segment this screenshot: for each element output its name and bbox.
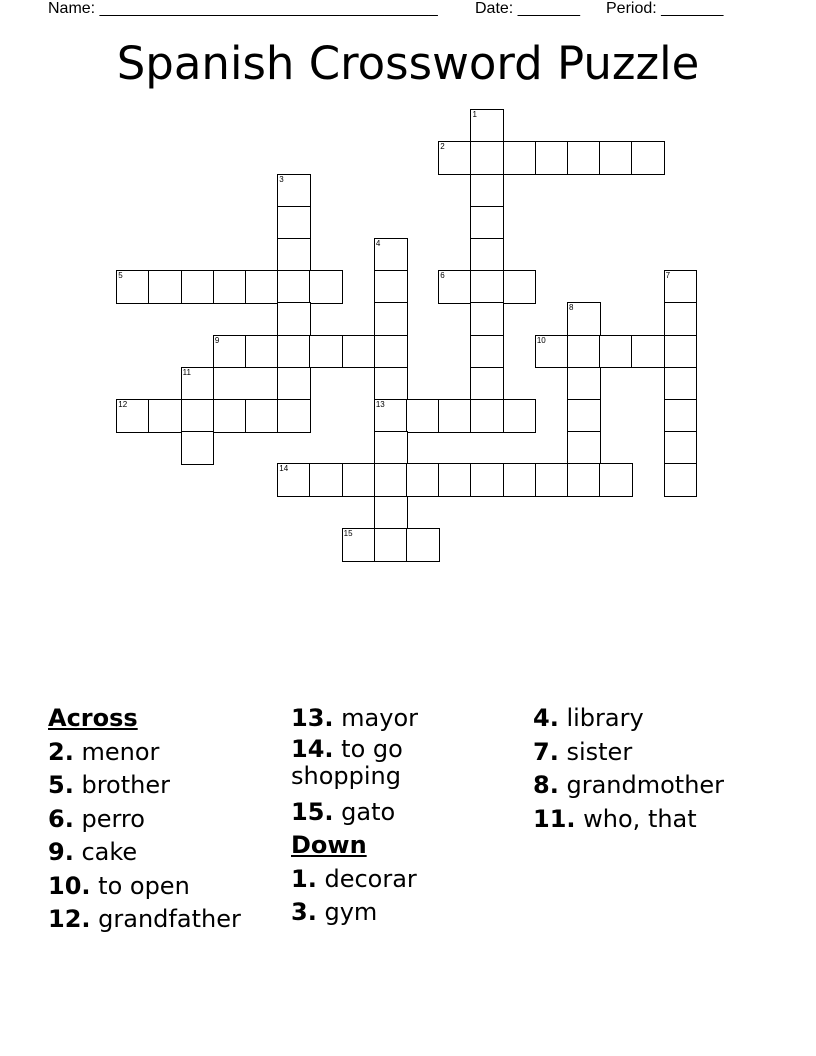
crossword-cell[interactable]	[277, 206, 311, 240]
clue-number: 1	[472, 110, 477, 120]
date-field[interactable]: Date: _______	[475, 0, 580, 17]
crossword-cell[interactable]	[374, 528, 408, 562]
crossword-cell[interactable]	[664, 399, 698, 433]
crossword-cell[interactable]	[277, 367, 311, 401]
crossword-cell[interactable]	[567, 302, 601, 336]
clue-item-number: 14.	[291, 734, 334, 763]
clue-item-text: decorar	[324, 864, 417, 893]
crossword-cell[interactable]	[277, 302, 311, 336]
crossword-cell[interactable]	[664, 463, 698, 497]
crossword-cell[interactable]	[342, 335, 376, 369]
crossword-cell[interactable]	[664, 335, 698, 369]
clue-item	[48, 803, 288, 837]
clue-number: 9	[214, 335, 220, 345]
crossword-cell[interactable]	[631, 141, 665, 175]
clue-item	[291, 896, 491, 930]
crossword-cell[interactable]	[631, 335, 665, 369]
clue-number: 6	[440, 271, 445, 281]
clue-item-number: 4.	[533, 704, 559, 732]
crossword-cell[interactable]	[245, 270, 279, 304]
crossword-cell[interactable]	[374, 431, 408, 465]
clue-number: 3	[279, 174, 284, 184]
clue-item-number: 6.	[48, 804, 74, 833]
clue-item	[291, 796, 491, 830]
crossword-cell[interactable]	[374, 302, 408, 336]
crossword-cell[interactable]	[470, 367, 504, 401]
crossword-cell[interactable]	[470, 335, 504, 369]
clue-number: 4	[375, 239, 381, 249]
crossword-cell[interactable]	[567, 141, 601, 175]
crossword-cell[interactable]	[374, 496, 408, 530]
crossword-cell[interactable]	[438, 399, 472, 433]
crossword-cell[interactable]	[374, 238, 408, 272]
clue-column-3	[533, 702, 773, 836]
crossword-cell[interactable]	[277, 270, 311, 304]
clue-number: 10	[536, 335, 546, 345]
clue-number: 15	[343, 528, 353, 538]
clue-item-text: brother	[81, 771, 170, 799]
clue-item	[48, 870, 288, 904]
crossword-cell[interactable]	[277, 335, 311, 369]
clue-list	[0, 702, 816, 1002]
crossword-cell[interactable]	[470, 238, 504, 272]
crossword-cell[interactable]	[245, 335, 279, 369]
crossword-cell[interactable]	[309, 335, 343, 369]
crossword-cell[interactable]	[470, 174, 504, 208]
crossword-cell[interactable]	[599, 335, 633, 369]
clue-item-number: 15.	[291, 797, 334, 826]
crossword-cell[interactable]	[181, 367, 215, 401]
clue-item	[533, 803, 773, 837]
crossword-cell[interactable]	[116, 270, 150, 304]
crossword-cell[interactable]	[342, 463, 376, 497]
clue-number: 12	[118, 400, 128, 410]
clue-item-text: gato	[341, 797, 396, 826]
crossword-cell[interactable]	[213, 399, 247, 433]
clue-item-text: to go shopping	[291, 734, 403, 790]
clue-item-number: 1.	[291, 864, 317, 893]
crossword-cell[interactable]	[148, 270, 182, 304]
crossword-cell[interactable]	[470, 109, 504, 143]
crossword-cell[interactable]	[213, 270, 247, 304]
clue-item-text: cake	[81, 838, 138, 866]
crossword-cell[interactable]	[664, 302, 698, 336]
crossword-cell[interactable]	[567, 463, 601, 497]
clue-item	[48, 903, 288, 937]
crossword-cell[interactable]	[503, 270, 537, 304]
clue-item	[48, 736, 288, 770]
clue-section-heading: Across	[48, 704, 138, 732]
crossword-cell[interactable]	[181, 270, 215, 304]
crossword-cell[interactable]	[567, 431, 601, 465]
clue-item-number: 11.	[533, 804, 576, 833]
clue-number: 11	[182, 367, 191, 377]
clue-item-text: library	[566, 704, 644, 732]
clue-column-1	[48, 702, 288, 937]
page-title: Spanish Crossword Puzzle	[116, 37, 700, 90]
crossword-cell[interactable]	[664, 431, 698, 465]
crossword-cell[interactable]	[470, 206, 504, 240]
clue-item-number: 2.	[48, 737, 74, 766]
crossword-cell[interactable]	[213, 335, 247, 369]
crossword-cell[interactable]	[277, 399, 311, 433]
crossword-cell[interactable]	[567, 367, 601, 401]
crossword-cell[interactable]	[535, 141, 569, 175]
crossword-cell[interactable]	[148, 399, 182, 433]
clue-item-text: menor	[81, 737, 160, 766]
crossword-cell[interactable]	[374, 399, 408, 433]
crossword-cell[interactable]	[277, 174, 311, 208]
clue-number: 8	[569, 303, 574, 313]
clue-number: 7	[665, 271, 671, 281]
clue-item-text: perro	[81, 804, 145, 833]
crossword-cell[interactable]	[374, 367, 408, 401]
crossword-cell[interactable]	[438, 463, 472, 497]
crossword-cell[interactable]	[277, 238, 311, 272]
clue-number: 14	[279, 464, 289, 474]
clue-item-text: grandfather	[98, 905, 241, 933]
clue-item-number: 7.	[533, 737, 559, 766]
crossword-cell[interactable]	[374, 335, 408, 369]
clue-number: 5	[118, 271, 123, 281]
clue-item-text: to open	[98, 871, 190, 900]
crossword-cell[interactable]	[342, 528, 376, 562]
clue-item-text: sister	[566, 737, 633, 766]
clue-item	[533, 736, 773, 770]
crossword-cell[interactable]	[503, 141, 537, 175]
clue-item-number: 5.	[48, 771, 74, 799]
clue-item	[291, 702, 491, 736]
clue-item-number: 3.	[291, 898, 317, 926]
clue-column-2	[291, 702, 491, 930]
crossword-cell[interactable]	[664, 270, 698, 304]
clue-item-text: mayor	[341, 704, 418, 732]
crossword-cell[interactable]	[181, 431, 215, 465]
crossword-cell[interactable]	[374, 463, 408, 497]
clue-item-number: 9.	[48, 838, 74, 866]
crossword-cell[interactable]	[503, 463, 537, 497]
crossword-cell[interactable]	[438, 141, 472, 175]
crossword-cell[interactable]	[374, 270, 408, 304]
clue-item-number: 10.	[48, 871, 91, 900]
clue-section-heading: Down	[291, 831, 367, 859]
crossword-cell[interactable]	[277, 463, 311, 497]
crossword-cell[interactable]	[535, 463, 569, 497]
clue-item-number: 13.	[291, 704, 334, 732]
crossword-cell[interactable]	[503, 399, 537, 433]
crossword-cell[interactable]	[438, 270, 472, 304]
clue-item-text: who, that	[583, 804, 697, 833]
crossword-cell[interactable]	[567, 399, 601, 433]
crossword-cell[interactable]	[309, 463, 343, 497]
crossword-cell[interactable]	[664, 367, 698, 401]
crossword-cell[interactable]	[470, 463, 504, 497]
crossword-cell[interactable]	[116, 399, 150, 433]
crossword-cell[interactable]	[181, 399, 215, 433]
crossword-cell[interactable]	[535, 335, 569, 369]
crossword-cell[interactable]	[309, 270, 343, 304]
name-field[interactable]: Name: ______________________________________	[48, 0, 438, 17]
crossword-cell[interactable]	[599, 463, 633, 497]
clue-number: 2	[440, 142, 445, 152]
crossword-cell[interactable]	[245, 399, 279, 433]
clue-item-text: gym	[324, 898, 378, 926]
period-field[interactable]: Period: _______	[606, 0, 724, 17]
clue-item-number: 12.	[48, 905, 91, 933]
clue-item-number: 8.	[533, 771, 559, 799]
crossword-cell[interactable]	[406, 528, 440, 562]
crossword-cell[interactable]	[470, 302, 504, 336]
crossword-cell[interactable]	[567, 335, 601, 369]
crossword-cell[interactable]	[470, 141, 504, 175]
crossword-cell[interactable]	[470, 399, 504, 433]
crossword-cell[interactable]	[470, 270, 504, 304]
clue-item	[48, 836, 288, 870]
clue-item	[533, 769, 773, 803]
crossword-cell[interactable]	[599, 141, 633, 175]
clue-item	[48, 769, 288, 803]
clue-item	[291, 863, 491, 897]
crossword-cell[interactable]	[406, 399, 440, 433]
clue-item-text: grandmother	[566, 771, 725, 799]
clue-item	[533, 702, 773, 736]
clue-item	[291, 736, 491, 790]
crossword-cell[interactable]	[406, 463, 440, 497]
clue-number: 13	[375, 400, 385, 410]
